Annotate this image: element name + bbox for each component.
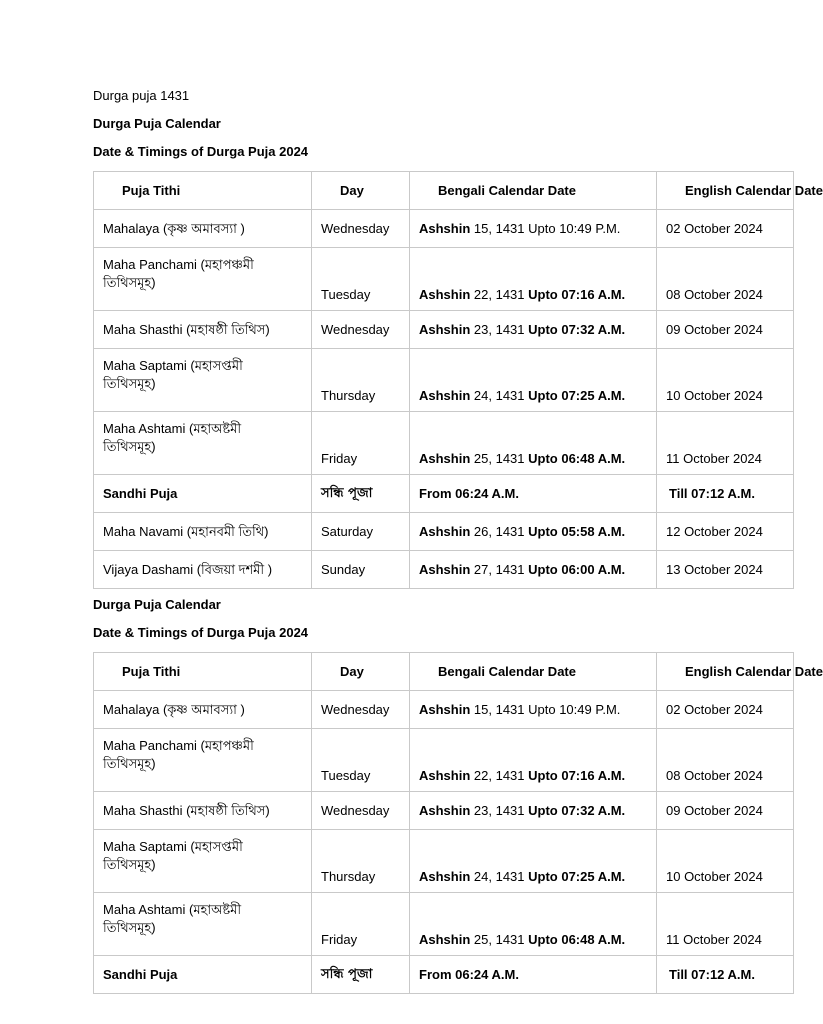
english-date-cell: 09 October 2024 [657,311,794,349]
bengali-day-year: 23, 1431 [470,802,529,818]
document-page [93,88,823,994]
bengali-date-cell [410,551,657,589]
puja-tithi-text: Vijaya Dashami (বিজয়া দশমী ) [103,561,273,577]
bengali-month: Ashshin [419,802,471,818]
heading-timings-2: Date & Timings of Durga Puja 2024 [93,625,309,640]
table-row [94,412,794,475]
bengali-upto-time: Upto 07:16 A.M. [528,768,626,783]
sandhi-from-cell: From 06:24 A.M. [410,475,657,513]
table-row [94,248,794,311]
day-cell: Friday [312,412,410,475]
puja-tithi-text: Maha Panchami (মহাপঞ্চমী তিথিসমূহ) [103,257,254,290]
heading-calendar-1: Durga Puja Calendar [93,116,221,131]
table-row [94,729,794,792]
english-date-cell: 11 October 2024 [657,893,794,956]
bengali-day-year: 15, 1431 [470,220,529,236]
header-bengali-date: Bengali Calendar Date [410,653,657,691]
sandhi-day-cell: সন্ধি পূজা [312,475,410,513]
header-day: Day [312,172,410,210]
bengali-month: Ashshin [419,561,471,577]
puja-tithi-cell [94,311,312,349]
puja-tithi-text: Maha Shasthi (মহাষষ্ঠী তিথিস) [103,802,270,818]
table-row [94,792,794,830]
english-date-cell: 08 October 2024 [657,248,794,311]
bengali-date-cell [410,691,657,729]
bengali-month: Ashshin [419,701,471,717]
bengali-month: Ashshin [419,768,471,783]
table-row [94,349,794,412]
puja-tithi-cell [94,729,312,792]
header-bengali-date: Bengali Calendar Date [410,172,657,210]
bengali-date-cell [410,412,657,475]
bengali-day-year: 27, 1431 [470,561,529,577]
bengali-month: Ashshin [419,451,471,466]
table-row [94,210,794,248]
puja-tithi-text: Mahalaya (কৃষ্ণ অমাবস্যা ) [103,220,245,236]
bengali-upto-time: Upto 07:25 A.M. [528,388,626,403]
day-cell: Wednesday [312,311,410,349]
bengali-upto-time: Upto 07:32 A.M. [528,321,626,337]
day-cell: Tuesday [312,248,410,311]
bengali-date-cell [410,349,657,412]
table-row-sandhi [94,956,794,994]
bengali-date-cell [410,311,657,349]
sandhi-day-cell: সন্ধি পূজা [312,956,410,994]
puja-tithi-text: Maha Shasthi (মহাষষ্ঠী তিথিস) [103,321,270,337]
bengali-date-cell [410,792,657,830]
bengali-date-cell [410,210,657,248]
document-title: Durga puja 1431 [93,88,190,103]
english-date-cell: 02 October 2024 [657,210,794,248]
bengali-upto-time: Upto 07:32 A.M. [528,802,626,818]
puja-tithi-text: Maha Saptami (মহাসপ্তমী তিথিসমূহ) [103,839,243,872]
table-header-row [94,653,794,691]
puja-tithi-cell [94,830,312,893]
puja-table-1 [93,171,823,589]
header-puja-tithi: Puja Tithi [94,653,312,691]
heading-timings-1: Date & Timings of Durga Puja 2024 [93,144,309,159]
puja-tithi-cell [94,792,312,830]
day-cell: Wednesday [312,210,410,248]
day-cell: Sunday [312,551,410,589]
bengali-day-year: 24, 1431 [470,388,529,403]
puja-tithi-text: Maha Saptami (মহাসপ্তমী তিথিসমূহ) [103,358,243,391]
english-date-cell: 13 October 2024 [657,551,794,589]
puja-tithi-text: Mahalaya (কৃষ্ণ অমাবস্যা ) [103,701,245,717]
header-puja-tithi: Puja Tithi [94,172,312,210]
puja-tithi-cell [94,513,312,551]
table-row-sandhi [94,475,794,513]
bengali-upto-time: Upto 05:58 A.M. [528,523,626,539]
puja-tithi-cell [94,412,312,475]
day-cell: Thursday [312,349,410,412]
bengali-date-cell [410,513,657,551]
bengali-day-year: 23, 1431 [470,321,529,337]
english-date-cell: 09 October 2024 [657,792,794,830]
bengali-date-cell [410,830,657,893]
puja-tithi-text: Maha Ashtami (মহাঅষ্টমী তিথিসমূহ) [103,421,242,454]
bengali-day-year: 22, 1431 [470,287,529,302]
puja-table-2 [93,652,823,994]
bengali-month: Ashshin [419,287,471,302]
bengali-upto-time: Upto 06:00 A.M. [528,561,626,577]
bengali-upto-time: Upto 10:49 P.M. [528,220,621,236]
table-row [94,513,794,551]
puja-tithi-text: Maha Navami (মহানবমী তিথি) [103,523,269,539]
bengali-month: Ashshin [419,523,471,539]
day-cell: Wednesday [312,792,410,830]
day-cell: Friday [312,893,410,956]
english-date-cell: 10 October 2024 [657,349,794,412]
header-english-date: English Calendar Date [657,653,794,691]
english-date-cell: 12 October 2024 [657,513,794,551]
table-row [94,311,794,349]
header-english-date: English Calendar Date [657,172,794,210]
bengali-upto-time: Upto 06:48 A.M. [528,451,626,466]
sandhi-till-cell: Till 07:12 A.M. [657,475,794,513]
bengali-upto-time: Upto 10:49 P.M. [528,701,621,717]
sandhi-tithi-cell: Sandhi Puja [94,475,312,513]
day-cell: Wednesday [312,691,410,729]
bengali-day-year: 15, 1431 [470,701,529,717]
puja-tithi-text: Maha Panchami (মহাপঞ্চমী তিথিসমূহ) [103,738,254,771]
table-row [94,830,794,893]
bengali-date-cell [410,893,657,956]
bengali-upto-time: Upto 07:16 A.M. [528,287,626,302]
bengali-upto-time: Upto 06:48 A.M. [528,932,626,947]
english-date-cell: 02 October 2024 [657,691,794,729]
puja-tithi-cell [94,691,312,729]
day-cell: Tuesday [312,729,410,792]
bengali-date-cell [410,729,657,792]
bengali-month: Ashshin [419,220,471,236]
bengali-month: Ashshin [419,869,471,884]
english-date-cell: 10 October 2024 [657,830,794,893]
bengali-day-year: 22, 1431 [470,768,529,783]
bengali-month: Ashshin [419,932,471,947]
header-day: Day [312,653,410,691]
bengali-month: Ashshin [419,388,471,403]
bengali-date-cell [410,248,657,311]
sandhi-till-cell: Till 07:12 A.M. [657,956,794,994]
bengali-day-year: 25, 1431 [470,451,529,466]
english-date-cell: 08 October 2024 [657,729,794,792]
table-row [94,691,794,729]
english-date-cell: 11 October 2024 [657,412,794,475]
table-header-row [94,172,794,210]
puja-tithi-cell [94,349,312,412]
puja-tithi-cell [94,248,312,311]
sandhi-from-cell: From 06:24 A.M. [410,956,657,994]
puja-tithi-cell [94,893,312,956]
bengali-month: Ashshin [419,321,471,337]
puja-tithi-text: Maha Ashtami (মহাঅষ্টমী তিথিসমূহ) [103,902,242,935]
bengali-day-year: 26, 1431 [470,523,529,539]
heading-calendar-2: Durga Puja Calendar [93,597,221,612]
table-row [94,551,794,589]
bengali-day-year: 24, 1431 [470,869,529,884]
table-row [94,893,794,956]
puja-tithi-cell [94,551,312,589]
sandhi-tithi-cell: Sandhi Puja [94,956,312,994]
puja-tithi-cell [94,210,312,248]
bengali-upto-time: Upto 07:25 A.M. [528,869,626,884]
day-cell: Thursday [312,830,410,893]
day-cell: Saturday [312,513,410,551]
bengali-day-year: 25, 1431 [470,932,529,947]
